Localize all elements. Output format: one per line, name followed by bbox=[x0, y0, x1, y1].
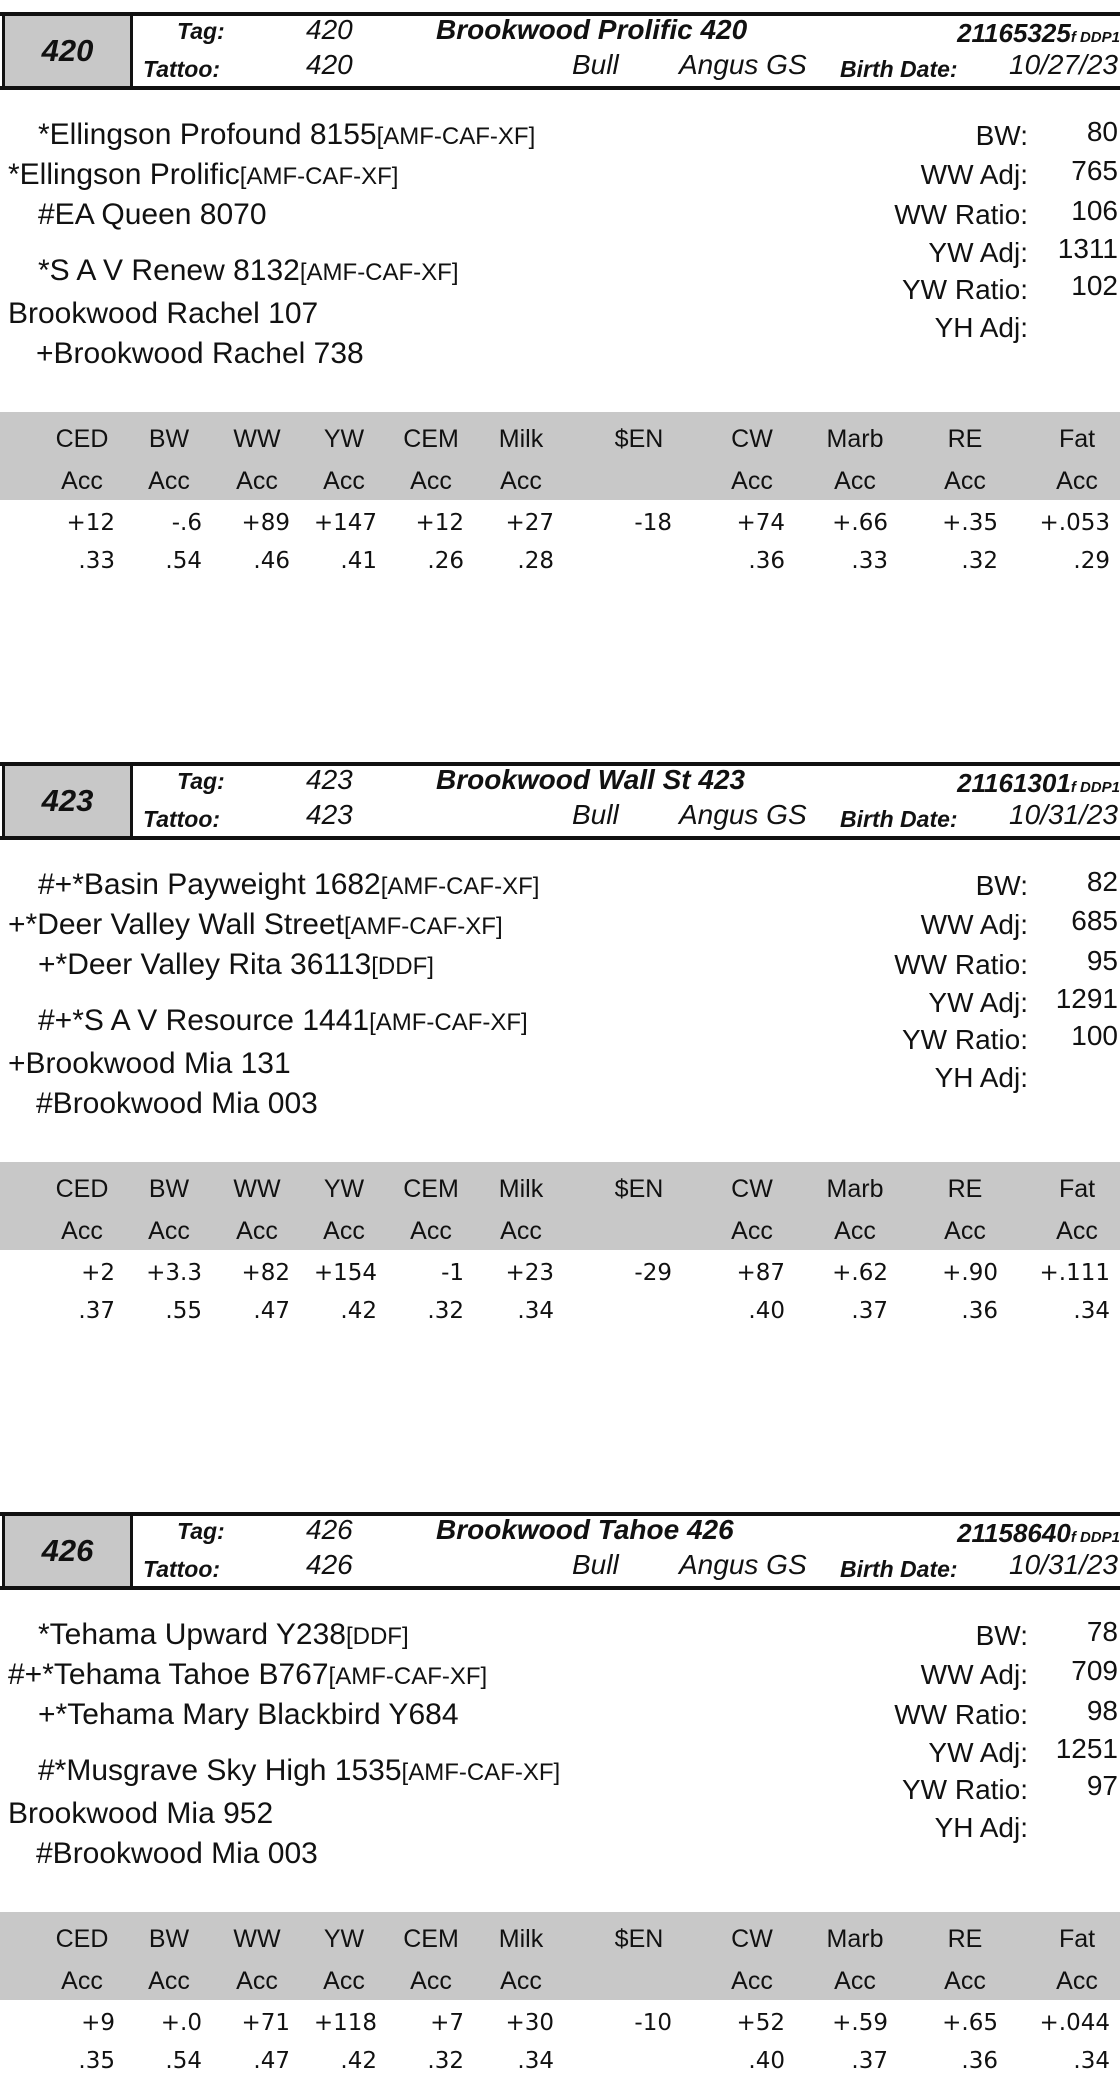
pedigree-genetic-tag: [AMF-CAF-XF] bbox=[376, 123, 536, 150]
pedigree-genetic-tag: [DDF] bbox=[371, 953, 434, 980]
pedigree-line bbox=[38, 254, 459, 288]
epd-header: CW bbox=[731, 1175, 773, 1203]
birth-date-value: 10/31/23 bbox=[1009, 799, 1118, 830]
acc-value: .40 bbox=[748, 1298, 785, 1324]
pedigree-line bbox=[8, 1047, 291, 1081]
acc-value: .36 bbox=[748, 548, 785, 574]
tag-label: Tag: bbox=[177, 768, 225, 794]
epd-value: +7 bbox=[430, 2010, 464, 2036]
epd-header: $EN bbox=[614, 1925, 664, 1953]
lot-entry bbox=[0, 750, 1120, 1350]
epd-header: YW bbox=[323, 1175, 365, 1203]
epd-value: +71 bbox=[241, 2010, 290, 2036]
epd-value: +87 bbox=[736, 1260, 785, 1286]
epd-value: +2 bbox=[81, 1260, 115, 1286]
pedigree-line bbox=[36, 337, 364, 371]
pedigree-animal: #+*S A V Resource 1441 bbox=[38, 1004, 370, 1037]
epd-header: CEM bbox=[403, 1925, 459, 1953]
pedigree-genetic-tag: [AMF-CAF-XF] bbox=[380, 873, 540, 900]
acc-value: .37 bbox=[78, 1298, 115, 1324]
acc-value: .32 bbox=[427, 2048, 464, 2074]
acc-header: Acc bbox=[323, 1217, 365, 1245]
lot-header bbox=[0, 762, 1120, 840]
lot-number: 426 bbox=[2, 1516, 133, 1586]
perf-value: 78 bbox=[1086, 1616, 1118, 1647]
acc-value: .42 bbox=[340, 1298, 377, 1324]
epd-value: -10 bbox=[634, 2010, 672, 2036]
perf-label: WW Adj: bbox=[920, 159, 1028, 190]
acc-header: Acc bbox=[323, 467, 365, 495]
epd-header: YW bbox=[323, 425, 365, 453]
epd-header: WW bbox=[233, 1175, 281, 1203]
perf-label: YW Adj: bbox=[928, 987, 1028, 1018]
acc-header: Acc bbox=[61, 1217, 103, 1245]
perf-value: 98 bbox=[1086, 1695, 1118, 1726]
epd-header: BW bbox=[148, 1175, 190, 1203]
epd-value: +30 bbox=[505, 2010, 554, 2036]
tag-value: 420 bbox=[306, 14, 353, 45]
pedigree-animal: Brookwood Rachel 107 bbox=[8, 297, 319, 330]
acc-value: .34 bbox=[1073, 1298, 1110, 1324]
epd-header: Milk bbox=[498, 1925, 544, 1953]
registration-number bbox=[957, 18, 1120, 49]
perf-label: WW Ratio: bbox=[894, 949, 1028, 980]
pedigree-genetic-tag: [DDF] bbox=[345, 1623, 409, 1650]
epd-value: +.044 bbox=[1039, 2010, 1110, 2036]
pedigree-line bbox=[38, 118, 535, 152]
epd-header: CEM bbox=[403, 425, 459, 453]
acc-header: Acc bbox=[236, 467, 278, 495]
pedigree-animal: #Brookwood Mia 003 bbox=[36, 1087, 318, 1120]
acc-value: .29 bbox=[1073, 548, 1110, 574]
birth-date-label: Birth Date: bbox=[840, 1556, 958, 1582]
perf-label: BW: bbox=[975, 870, 1028, 901]
birth-date-value: 10/31/23 bbox=[1009, 1549, 1118, 1580]
acc-header: Acc bbox=[410, 1217, 452, 1245]
epd-value: +12 bbox=[415, 510, 464, 536]
perf-label: WW Ratio: bbox=[894, 1699, 1028, 1730]
epd-header: CED bbox=[55, 425, 109, 453]
pedigree-genetic-tag: [AMF-CAF-XF] bbox=[369, 1009, 528, 1036]
pedigree-genetic-tag: [AMF-CAF-XF] bbox=[343, 913, 503, 940]
acc-value: .42 bbox=[340, 2048, 377, 2074]
acc-value: .40 bbox=[748, 2048, 785, 2074]
perf-value: 82 bbox=[1086, 866, 1118, 897]
acc-value: .37 bbox=[851, 2048, 888, 2074]
epd-value: +.62 bbox=[832, 1260, 888, 1286]
epd-value: +.35 bbox=[942, 510, 998, 536]
perf-value: 106 bbox=[1071, 195, 1118, 226]
acc-header: Acc bbox=[731, 1217, 773, 1245]
acc-value: .41 bbox=[340, 548, 377, 574]
epd-value: +.90 bbox=[942, 1260, 998, 1286]
acc-header: Acc bbox=[1056, 1217, 1098, 1245]
epd-header: BW bbox=[148, 1925, 190, 1953]
epd-header: Fat bbox=[1058, 425, 1096, 453]
perf-value: 1251 bbox=[1055, 1733, 1118, 1764]
epd-value: +.65 bbox=[942, 2010, 998, 2036]
acc-value: .34 bbox=[1073, 2048, 1110, 2074]
animal-name: Brookwood Tahoe 426 bbox=[436, 1514, 734, 1545]
epd-header: Marb bbox=[826, 425, 884, 453]
epd-header: RE bbox=[947, 1925, 983, 1953]
perf-label: WW Ratio: bbox=[894, 199, 1028, 230]
pedigree-animal: +*Deer Valley Wall Street bbox=[8, 908, 344, 941]
perf-value: 709 bbox=[1071, 1655, 1118, 1686]
perf-label: YW Ratio: bbox=[901, 1024, 1028, 1055]
tattoo-value: 426 bbox=[306, 1549, 353, 1580]
acc-header: Acc bbox=[944, 1967, 986, 1995]
acc-header: Acc bbox=[61, 1967, 103, 1995]
epd-header: Fat bbox=[1058, 1925, 1096, 1953]
acc-header: Acc bbox=[1056, 1967, 1098, 1995]
pedigree-line bbox=[38, 868, 539, 902]
acc-header: Acc bbox=[500, 1217, 542, 1245]
perf-value: 100 bbox=[1071, 1020, 1118, 1051]
acc-value: .26 bbox=[427, 548, 464, 574]
sex: Bull bbox=[572, 1549, 619, 1580]
epd-value: +.0 bbox=[160, 2010, 202, 2036]
acc-header: Acc bbox=[236, 1217, 278, 1245]
epd-header-band bbox=[0, 1912, 1120, 2000]
perf-value: 1291 bbox=[1055, 983, 1118, 1014]
epd-header: Marb bbox=[826, 1175, 884, 1203]
epd-value: +.66 bbox=[832, 510, 888, 536]
acc-header: Acc bbox=[834, 1217, 876, 1245]
epd-value: +89 bbox=[241, 510, 290, 536]
epd-value: +74 bbox=[736, 510, 785, 536]
pedigree-line bbox=[8, 1658, 487, 1692]
perf-label: YW Ratio: bbox=[901, 1774, 1028, 1805]
pedigree-animal: Brookwood Mia 952 bbox=[8, 1797, 274, 1830]
acc-header: Acc bbox=[148, 1217, 190, 1245]
acc-value: .35 bbox=[78, 2048, 115, 2074]
epd-header: BW bbox=[148, 425, 190, 453]
acc-header: Acc bbox=[500, 1967, 542, 1995]
acc-header: Acc bbox=[61, 467, 103, 495]
acc-header: Acc bbox=[731, 467, 773, 495]
epd-value: +154 bbox=[313, 1260, 377, 1286]
acc-value: .54 bbox=[165, 548, 202, 574]
epd-header: CED bbox=[55, 1175, 109, 1203]
epd-value: +.59 bbox=[832, 2010, 888, 2036]
perf-value: 685 bbox=[1071, 905, 1118, 936]
perf-label: BW: bbox=[975, 120, 1028, 151]
pedigree-line bbox=[8, 158, 398, 192]
pedigree-line bbox=[36, 1087, 318, 1121]
acc-value: .54 bbox=[165, 2048, 202, 2074]
acc-value: .47 bbox=[253, 2048, 290, 2074]
pedigree-animal: #*Musgrave Sky High 1535 bbox=[38, 1754, 402, 1787]
epd-header: CW bbox=[731, 1925, 773, 1953]
epd-header: CEM bbox=[403, 1175, 459, 1203]
perf-label: YH Adj: bbox=[934, 1062, 1028, 1093]
epd-value: +118 bbox=[313, 2010, 377, 2036]
registration-number bbox=[957, 1518, 1120, 1549]
perf-label: BW: bbox=[975, 1620, 1028, 1651]
acc-header: Acc bbox=[944, 1217, 986, 1245]
epd-header-band bbox=[0, 412, 1120, 500]
epd-header: Milk bbox=[498, 425, 544, 453]
acc-header: Acc bbox=[148, 467, 190, 495]
epd-header-band bbox=[0, 1162, 1120, 1250]
epd-value: +3.3 bbox=[146, 1260, 202, 1286]
perf-value: 80 bbox=[1086, 116, 1118, 147]
acc-header: Acc bbox=[1056, 467, 1098, 495]
epd-header: CED bbox=[55, 1925, 109, 1953]
pedigree-line bbox=[8, 297, 318, 331]
acc-header: Acc bbox=[731, 1967, 773, 1995]
tattoo-value: 420 bbox=[306, 49, 353, 80]
epd-value: -18 bbox=[634, 510, 672, 536]
tag-value: 423 bbox=[306, 764, 353, 795]
acc-header: Acc bbox=[944, 467, 986, 495]
reg-suffix: f DDP1 bbox=[1070, 1529, 1120, 1546]
acc-header: Acc bbox=[410, 467, 452, 495]
breed: Angus GS bbox=[679, 1549, 807, 1580]
epd-value: +23 bbox=[505, 1260, 554, 1286]
acc-value: .33 bbox=[851, 548, 888, 574]
epd-header: Marb bbox=[826, 1925, 884, 1953]
epd-header: Fat bbox=[1058, 1175, 1096, 1203]
lot-header bbox=[0, 12, 1120, 90]
lot-number: 423 bbox=[2, 766, 133, 836]
perf-label: YW Adj: bbox=[928, 1737, 1028, 1768]
pedigree-line bbox=[8, 908, 503, 942]
tattoo-label: Tattoo: bbox=[143, 1556, 221, 1582]
epd-value: +.053 bbox=[1039, 510, 1110, 536]
pedigree-animal: +*Deer Valley Rita 36113 bbox=[38, 948, 372, 981]
tag-value: 426 bbox=[306, 1514, 353, 1545]
pedigree-line bbox=[38, 198, 267, 232]
tag-label: Tag: bbox=[177, 18, 225, 44]
epd-header: Milk bbox=[498, 1175, 544, 1203]
perf-value: 97 bbox=[1086, 1770, 1118, 1801]
epd-header: RE bbox=[947, 1175, 983, 1203]
perf-label: YH Adj: bbox=[934, 1812, 1028, 1843]
pedigree-animal: #+*Tehama Tahoe B767 bbox=[8, 1658, 329, 1691]
perf-label: YW Ratio: bbox=[901, 274, 1028, 305]
pedigree-genetic-tag: [AMF-CAF-XF] bbox=[299, 259, 459, 286]
acc-value: .55 bbox=[165, 1298, 202, 1324]
acc-value: .36 bbox=[961, 1298, 998, 1324]
epd-header: WW bbox=[233, 425, 281, 453]
pedigree-animal: *Ellingson Prolific bbox=[8, 158, 240, 191]
pedigree-animal: +*Tehama Mary Blackbird Y684 bbox=[38, 1698, 459, 1731]
epd-header: WW bbox=[233, 1925, 281, 1953]
epd-value: -1 bbox=[441, 1260, 464, 1286]
sex: Bull bbox=[572, 799, 619, 830]
pedigree-genetic-tag: [AMF-CAF-XF] bbox=[239, 163, 399, 190]
reg-suffix: f DDP1 bbox=[1070, 779, 1120, 796]
acc-header: Acc bbox=[834, 467, 876, 495]
reg-number: 21161301 bbox=[957, 768, 1071, 798]
reg-suffix: f DDP1 bbox=[1070, 29, 1120, 46]
pedigree-animal: *Tehama Upward Y238 bbox=[38, 1618, 346, 1651]
acc-value: .34 bbox=[517, 2048, 554, 2074]
epd-value: +.111 bbox=[1039, 1260, 1110, 1286]
breed: Angus GS bbox=[679, 799, 807, 830]
acc-value: .32 bbox=[961, 548, 998, 574]
perf-value: 765 bbox=[1071, 155, 1118, 186]
pedigree-line bbox=[38, 1698, 459, 1732]
pedigree-animal: *Ellingson Profound 8155 bbox=[38, 118, 377, 151]
pedigree-line bbox=[36, 1837, 318, 1871]
acc-value: .47 bbox=[253, 1298, 290, 1324]
breed: Angus GS bbox=[679, 49, 807, 80]
tattoo-value: 423 bbox=[306, 799, 353, 830]
epd-value: +9 bbox=[81, 2010, 115, 2036]
lot-header bbox=[0, 1512, 1120, 1590]
perf-label: YW Adj: bbox=[928, 237, 1028, 268]
tag-label: Tag: bbox=[177, 1518, 225, 1544]
pedigree-animal: *S A V Renew 8132 bbox=[38, 254, 300, 287]
acc-header: Acc bbox=[834, 1967, 876, 1995]
lot-entry bbox=[0, 0, 1120, 600]
epd-value: +147 bbox=[313, 510, 377, 536]
epd-header: RE bbox=[947, 425, 983, 453]
pedigree-animal: #EA Queen 8070 bbox=[38, 198, 267, 231]
acc-header: Acc bbox=[410, 1967, 452, 1995]
perf-value: 1311 bbox=[1057, 233, 1118, 264]
tattoo-label: Tattoo: bbox=[143, 56, 221, 82]
epd-header: $EN bbox=[614, 1175, 664, 1203]
acc-value: .32 bbox=[427, 1298, 464, 1324]
epd-value: -.6 bbox=[171, 510, 202, 536]
birth-date-label: Birth Date: bbox=[840, 56, 958, 82]
birth-date-value: 10/27/23 bbox=[1009, 49, 1118, 80]
animal-name: Brookwood Prolific 420 bbox=[436, 14, 748, 45]
registration-number bbox=[957, 768, 1120, 799]
acc-value: .28 bbox=[517, 548, 554, 574]
reg-number: 21165325 bbox=[957, 18, 1071, 48]
sex: Bull bbox=[572, 49, 619, 80]
perf-label: WW Adj: bbox=[920, 909, 1028, 940]
lot-entry bbox=[0, 1500, 1120, 2100]
perf-value: 102 bbox=[1071, 270, 1118, 301]
acc-header: Acc bbox=[236, 1967, 278, 1995]
epd-header: YW bbox=[323, 1925, 365, 1953]
acc-value: .46 bbox=[253, 548, 290, 574]
pedigree-line bbox=[8, 1797, 273, 1831]
epd-value: +82 bbox=[241, 1260, 290, 1286]
birth-date-label: Birth Date: bbox=[840, 806, 958, 832]
reg-number: 21158640 bbox=[957, 1518, 1071, 1548]
pedigree-animal: +Brookwood Mia 131 bbox=[8, 1047, 291, 1080]
acc-value: .34 bbox=[517, 1298, 554, 1324]
pedigree-animal: +Brookwood Rachel 738 bbox=[36, 337, 364, 370]
pedigree-line bbox=[38, 1754, 560, 1788]
pedigree-line bbox=[38, 948, 434, 982]
acc-header: Acc bbox=[323, 1967, 365, 1995]
perf-label: YH Adj: bbox=[934, 312, 1028, 343]
pedigree-line bbox=[38, 1618, 409, 1652]
pedigree-animal: #+*Basin Payweight 1682 bbox=[38, 868, 381, 901]
epd-value: +27 bbox=[505, 510, 554, 536]
pedigree-line bbox=[38, 1004, 528, 1038]
lot-number: 420 bbox=[2, 16, 133, 86]
epd-header: $EN bbox=[614, 425, 664, 453]
acc-value: .36 bbox=[961, 2048, 998, 2074]
acc-header: Acc bbox=[500, 467, 542, 495]
perf-label: WW Adj: bbox=[920, 1659, 1028, 1690]
epd-value: -29 bbox=[634, 1260, 672, 1286]
acc-header: Acc bbox=[148, 1967, 190, 1995]
acc-value: .37 bbox=[851, 1298, 888, 1324]
pedigree-animal: #Brookwood Mia 003 bbox=[36, 1837, 318, 1870]
epd-value: +12 bbox=[66, 510, 115, 536]
tattoo-label: Tattoo: bbox=[143, 806, 221, 832]
pedigree-genetic-tag: [AMF-CAF-XF] bbox=[328, 1663, 488, 1690]
epd-header: CW bbox=[731, 425, 773, 453]
acc-value: .33 bbox=[78, 548, 115, 574]
perf-value: 95 bbox=[1086, 945, 1118, 976]
epd-value: +52 bbox=[736, 2010, 785, 2036]
pedigree-genetic-tag: [AMF-CAF-XF] bbox=[401, 1759, 561, 1786]
animal-name: Brookwood Wall St 423 bbox=[436, 764, 746, 795]
